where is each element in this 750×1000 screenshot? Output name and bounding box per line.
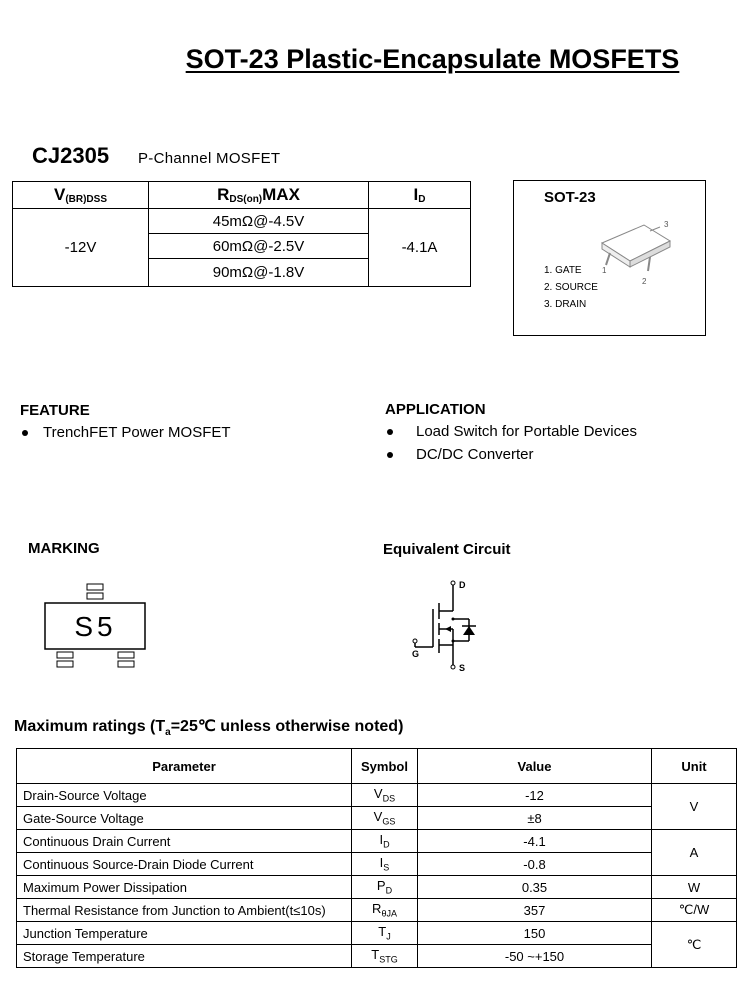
page-title: SOT-23 Plastic-Encapsulate MOSFETS bbox=[185, 44, 680, 74]
value-cell: -50 ~+150 bbox=[418, 945, 652, 968]
pin-number: 2 bbox=[642, 277, 647, 286]
param-cell: Drain-Source Voltage bbox=[17, 784, 352, 807]
value-cell: -12 bbox=[418, 784, 652, 807]
feature-heading: FEATURE bbox=[20, 402, 90, 419]
param-cell: Continuous Source-Drain Diode Current bbox=[17, 853, 352, 876]
value-cell: 150 bbox=[418, 922, 652, 945]
symbol-cell: $R_{\theta JA}$ bbox=[352, 899, 418, 922]
spec-rds-value: 45mΩ@-4.5V bbox=[149, 209, 369, 234]
table-row bbox=[17, 945, 737, 968]
spec-rds-value: 60mΩ@-2.5V bbox=[149, 234, 369, 259]
spec-id-value: -4.1A bbox=[369, 209, 471, 287]
table-row bbox=[17, 830, 737, 853]
part-number: CJ2305 bbox=[32, 143, 110, 168]
table-row bbox=[17, 922, 737, 945]
bullet-icon bbox=[22, 430, 28, 436]
spec-rds-value: 90mΩ@-1.8V bbox=[149, 259, 369, 287]
value-cell: 0.35 bbox=[418, 876, 652, 899]
table-row bbox=[17, 807, 737, 830]
pin-label: 2. SOURCE bbox=[544, 282, 598, 293]
value-cell: ±8 bbox=[418, 807, 652, 830]
bullet-icon bbox=[387, 429, 393, 435]
table-row bbox=[17, 876, 737, 899]
ratings-header: Unit bbox=[652, 749, 737, 784]
pin-label: 3. DRAIN bbox=[544, 299, 587, 310]
marking-code: S5 bbox=[74, 611, 117, 642]
pin-label: 1. GATE bbox=[544, 265, 582, 276]
ratings-title: Maximum ratings ($T_a=25℃$ unless otherwise noted) bbox=[14, 718, 404, 739]
value-cell: -4.1 bbox=[418, 830, 652, 853]
application-heading: APPLICATION bbox=[385, 401, 486, 418]
bullet-icon bbox=[387, 452, 393, 458]
table-row bbox=[17, 853, 737, 876]
symbol-cell: $T_J$ bbox=[352, 922, 418, 945]
ratings-header: Symbol bbox=[352, 749, 418, 784]
source-label: S bbox=[459, 663, 466, 673]
symbol-cell: $V_{DS}$ bbox=[352, 784, 418, 807]
spec-header-vbr: $V_{(BR)DSS}$ bbox=[13, 182, 149, 209]
symbol-cell: $I_S$ bbox=[352, 853, 418, 876]
pin-number: 1 bbox=[602, 266, 607, 275]
gate-label: G bbox=[412, 649, 420, 659]
part-type: P-Channel MOSFET bbox=[138, 150, 281, 167]
sot23-package-icon bbox=[592, 217, 692, 289]
unit-cell: ℃/W bbox=[652, 899, 737, 922]
table-row bbox=[17, 899, 737, 922]
value-cell: 357 bbox=[418, 899, 652, 922]
unit-cell: V bbox=[652, 784, 737, 830]
symbol-cell: $V_{GS}$ bbox=[352, 807, 418, 830]
symbol-cell: $T_{STG}$ bbox=[352, 945, 418, 968]
circuit-heading: Equivalent Circuit bbox=[383, 541, 511, 558]
param-cell: Storage Temperature bbox=[17, 945, 352, 968]
ratings-table bbox=[16, 748, 737, 968]
marking-heading: MARKING bbox=[28, 540, 100, 557]
value-cell: -0.8 bbox=[418, 853, 652, 876]
param-cell: Junction Temperature bbox=[17, 922, 352, 945]
param-cell: Continuous Drain Current bbox=[17, 830, 352, 853]
spec-vbr-value: -12V bbox=[13, 209, 149, 287]
param-cell: Gate-Source Voltage bbox=[17, 807, 352, 830]
spec-table bbox=[12, 181, 471, 287]
package-box bbox=[513, 180, 706, 336]
symbol-cell: $P_D$ bbox=[352, 876, 418, 899]
param-cell: Thermal Resistance from Junction to Ambient(t≤10s) bbox=[17, 899, 352, 922]
table-row bbox=[17, 784, 737, 807]
unit-cell: W bbox=[652, 876, 737, 899]
unit-cell: ℃ bbox=[652, 922, 737, 968]
spec-header-id: $I_D$ bbox=[369, 182, 471, 209]
pin-number: 3 bbox=[664, 220, 669, 229]
mosfet-circuit-icon bbox=[405, 575, 485, 675]
param-cell: Maximum Power Dissipation bbox=[17, 876, 352, 899]
ratings-header: Value bbox=[418, 749, 652, 784]
drain-label: D bbox=[459, 580, 466, 590]
unit-cell: A bbox=[652, 830, 737, 876]
symbol-cell: $I_D$ bbox=[352, 830, 418, 853]
package-title: SOT-23 bbox=[544, 189, 596, 206]
ratings-header: Parameter bbox=[17, 749, 352, 784]
spec-header-rds: $R_{DS(on)}MAX$ bbox=[149, 182, 369, 209]
